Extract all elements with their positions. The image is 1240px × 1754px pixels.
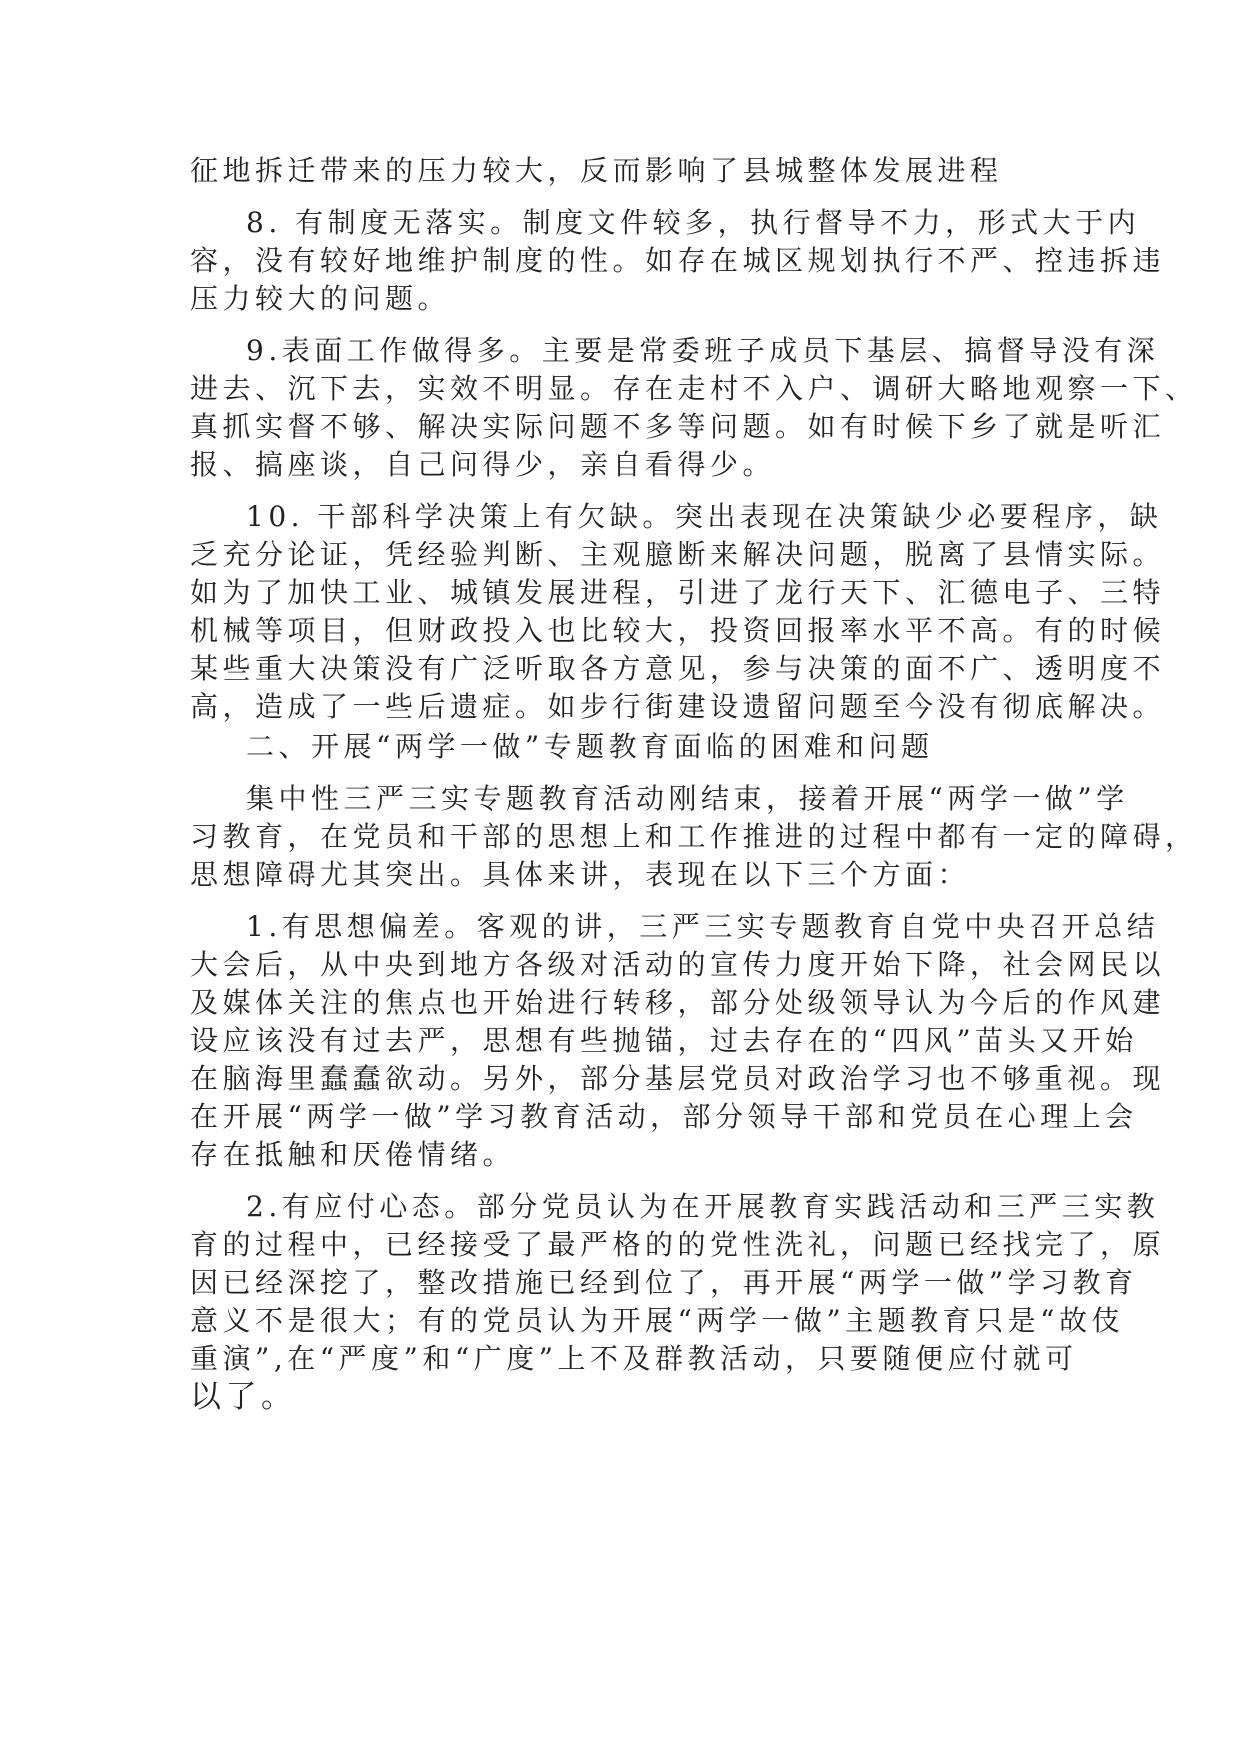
text-line: 育的过程中，已经接受了最严格的的党性洗礼，问题已经找完了，原 bbox=[190, 1228, 1166, 1261]
text-line: 10. 干部科学决策上有欠缺。突出表现在决策缺少必要程序，缺 bbox=[246, 500, 1163, 533]
text-line: 思想障碍尤其突出。具体来讲，表现在以下三个方面： bbox=[190, 858, 971, 891]
text-line: 习教育，在党员和干部的思想上和工作推进的过程中都有一定的障碍， bbox=[190, 820, 1198, 853]
text-line: 大会后，从中央到地方各级对活动的宣传力度开始下降，社会网民以 bbox=[190, 948, 1166, 981]
paragraph-intro bbox=[190, 780, 1198, 894]
section-heading-text: 二、开展“两学一做”专题教育面临的困难和问题 bbox=[246, 730, 934, 763]
paragraph-item-9 bbox=[190, 332, 1198, 484]
text-line: 机械等项目，但财政投入也比较大，投资回报率水平不高。有的时候 bbox=[190, 614, 1166, 647]
text-line: 存在抵触和厌倦情绪。 bbox=[190, 1138, 516, 1171]
paragraph-continuation bbox=[190, 152, 1050, 190]
text-line: 报、搞座谈，自己问得少，亲自看得少。 bbox=[190, 448, 776, 481]
text-line: 意义不是很大；有的党员认为开展“两学一做”主题教育只是“故伎 bbox=[190, 1304, 1124, 1337]
text-line: 如为了加快工业、城镇发展进程，引进了龙行天下、汇德电子、三特 bbox=[190, 576, 1166, 609]
text-line: 因已经深挖了，整改措施已经到位了，再开展“两学一做”学习教育 bbox=[190, 1266, 1138, 1299]
text-line: 容，没有较好地维护制度的性。如存在城区规划执行不严、控违拆违 bbox=[190, 244, 1166, 277]
text-line: 8. 有制度无落实。制度文件较多，执行督导不力，形式大于内 bbox=[246, 206, 1141, 239]
paragraph-item-8 bbox=[190, 204, 1166, 318]
text-line: 真抓实督不够、解决实际问题不多等问题。如有时候下乡了就是听汇 bbox=[190, 410, 1166, 443]
paragraph-item-10 bbox=[190, 498, 1166, 726]
text-line: 1.有思想偏差。客观的讲，三严三实专题教育自党中央召开总结 bbox=[246, 910, 1160, 943]
text-line: 集中性三严三实专题教育活动刚结束，接着开展“两学一做”学 bbox=[246, 782, 1129, 815]
text-line: 9.表面工作做得多。主要是常委班子成员下基层、搞督导没有深 bbox=[246, 334, 1160, 367]
document-body bbox=[190, 152, 1198, 1430]
text-line: 在脑海里蠢蠢欲动。另外，部分基层党员对政治学习也不够重视。现 bbox=[190, 1062, 1166, 1095]
text-line: 乏充分论证，凭经验判断、主观臆断来解决问题，脱离了县情实际。 bbox=[190, 538, 1166, 571]
text-line: 重演”,在“严度”和“广度”上不及群教活动，只要随便应付就可 bbox=[190, 1342, 1078, 1375]
text-line: 高，造成了一些后遗症。如步行街建设遗留问题至今没有彻底解决。 bbox=[190, 690, 1166, 723]
text-line: 2.有应付心态。部分党员认为在开展教育实践活动和三严三实教 bbox=[246, 1190, 1160, 1223]
text-line: 征地拆迁带来的压力较大，反而影响了县城整体发展进程 bbox=[190, 154, 1003, 187]
paragraph-item-1 bbox=[190, 908, 1166, 1174]
section-heading bbox=[190, 728, 1050, 766]
text-line: 进去、沉下去，实效不明显。存在走村不入户、调研大略地观察一下、 bbox=[190, 372, 1198, 405]
text-line: 以了。 bbox=[190, 1379, 297, 1415]
text-line: 压力较大的问题。 bbox=[190, 282, 451, 315]
text-line: 设应该没有过去严，思想有些抛锚，过去存在的“四风”苗头又开始 bbox=[190, 1024, 1138, 1057]
text-line: 在开展“两学一做”学习教育活动，部分领导干部和党员在心理上会 bbox=[190, 1100, 1138, 1133]
paragraph-item-2 bbox=[190, 1188, 1166, 1416]
text-line: 某些重大决策没有广泛听取各方意见，参与决策的面不广、透明度不 bbox=[190, 652, 1166, 685]
text-line: 及媒体关注的焦点也开始进行转移，部分处级领导认为今后的作风建 bbox=[190, 986, 1166, 1019]
